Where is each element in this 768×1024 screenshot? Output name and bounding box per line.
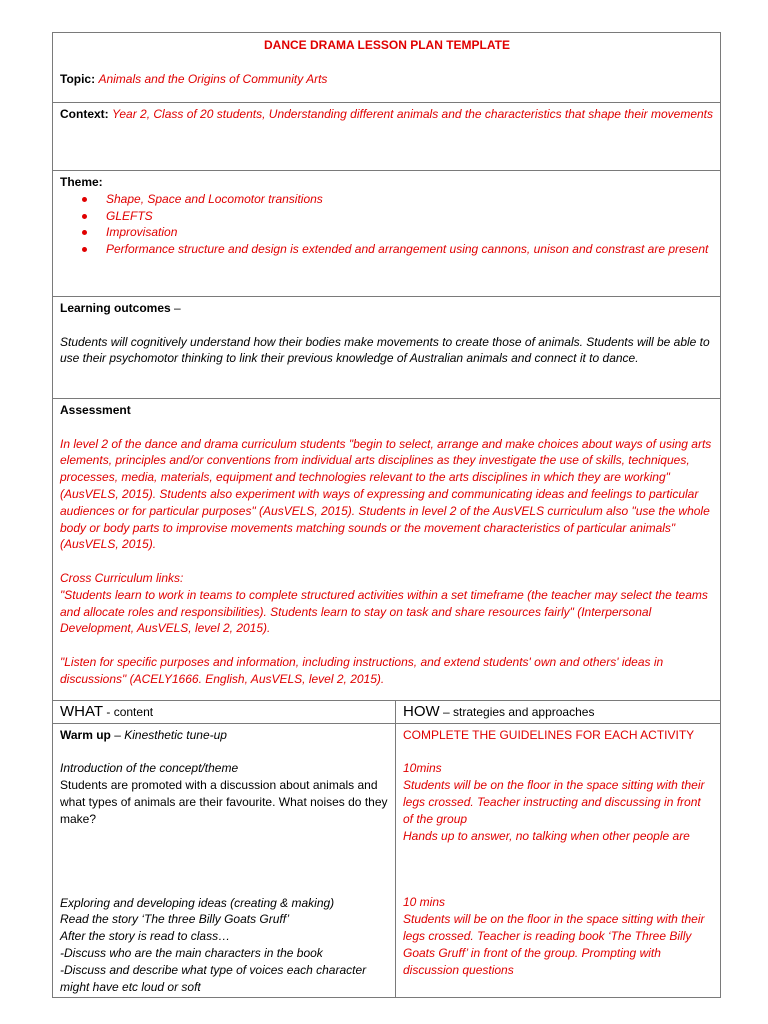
theme-item: Performance structure and design is extended and arrangement using cannons, unison and constrast are present: [106, 241, 714, 258]
theme-item: Shape, Space and Locomotor transitions: [106, 191, 714, 208]
bullet-icon: [82, 247, 87, 252]
context-label: Context:: [60, 107, 109, 121]
what-header: WHAT: [60, 703, 104, 720]
what-header-sub: - content: [103, 705, 154, 719]
assessment-row: [53, 399, 721, 701]
learning-outcomes-label: Learning outcomes: [60, 301, 171, 315]
context-cell: [53, 103, 721, 171]
theme-list: [60, 191, 714, 258]
explore-line: Read the story ‘The three Billy Goats Gruff’: [60, 912, 290, 927]
approach-text: Students will be on the floor in the space sitting with their legs crossed. Teacher instructing and discussing in front of the group: [403, 778, 705, 826]
guidelines-heading: COMPLETE THE GUIDELINES FOR EACH ACTIVITY: [403, 727, 695, 742]
time-label: 10mins: [403, 761, 442, 776]
header-row: [53, 33, 721, 103]
learning-outcomes-text: Students will cognitively understand how their bodies make movements to create those of animals. Students will be able to use their psychomotor thinking to link their previous knowledge of Australian animals and connect it to dance.: [60, 334, 710, 366]
approach-rule: Hands up to answer, no talking when other people are: [403, 828, 690, 843]
what-content-cell: [53, 723, 396, 998]
theme-item: GLEFTS: [106, 208, 714, 225]
assessment-label: Assessment: [60, 403, 131, 417]
topic-value: Animals and the Origins of Community Arts: [98, 71, 328, 86]
warmup-label: Warm up: [60, 727, 111, 742]
context-value: Year 2, Class of 20 students, Understanding different animals and the characteristics that shape their movements: [112, 107, 714, 121]
learning-outcomes-dash: –: [174, 301, 181, 315]
learning-outcomes-row: [53, 297, 721, 399]
intro-heading: Introduction of the concept/theme: [60, 761, 239, 776]
activities-row: [53, 723, 721, 998]
bullet-icon: [82, 230, 87, 235]
explore-line: -Discuss who are the main characters in the book: [60, 945, 323, 960]
warmup-dash: –: [110, 727, 125, 742]
theme-cell: [53, 171, 721, 297]
context-row: [53, 103, 721, 171]
what-header-cell: [53, 701, 396, 724]
topic-line: [60, 71, 714, 88]
theme-item: Improvisation: [106, 224, 714, 241]
document-title: DANCE DRAMA LESSON PLAN TEMPLATE: [264, 38, 510, 52]
explore-line: After the story is read to class…: [60, 929, 231, 944]
assessment-paragraph: In level 2 of the dance and drama curriculum students "begin to select, arrange and make choices about ways of using arts elements, principles and/or conventions from individual arts disciplines as they investigate the use of skills, techniques, processes, media, materials, equipment and technologies relevant to the arts disciplines in which they are working" (AusVELS, 2015). Students also experiment with ways of expressing and communicating ideas and feelings to particular audiences or for particular purposes" (AusVELS, 2015). Students in level 2 of the AusVELS curriculum also "use the whole body or body parts to improvise movements matching sounds or the movement characteristics of particular animals" (AusVELS, 2015).: [60, 436, 712, 552]
cross-curriculum-label: Cross Curriculum links:: [60, 570, 184, 585]
lesson-plan-document: [52, 32, 720, 998]
column-headers-row: [53, 701, 721, 724]
theme-row: [53, 171, 721, 297]
how-header: HOW: [403, 703, 440, 720]
bullet-icon: [82, 214, 87, 219]
lesson-plan-table: [52, 32, 721, 998]
explore-line: -Discuss and describe what type of voices each character might have etc loud or soft: [60, 962, 367, 994]
bullet-icon: [82, 197, 87, 202]
intro-text: Students are promoted with a discussion about animals and what types of animals are their favourite. What noises do they make?: [60, 778, 388, 826]
time-label: 10 mins: [403, 895, 446, 910]
explore-heading: Exploring and developing ideas (creating & making): [60, 895, 335, 910]
assessment-cell: [53, 399, 721, 701]
learning-outcomes-cell: [53, 297, 721, 399]
warmup-value: Kinesthetic tune-up: [124, 727, 227, 742]
how-header-cell: [396, 701, 721, 724]
cross-curriculum-paragraph-english: "Listen for specific purposes and information, including instructions, and extend students' own and others' ideas in discussions" (ACELY1666. English, AusVELS, level 2, 2015).: [60, 654, 664, 686]
topic-label: Topic:: [60, 71, 96, 86]
how-header-sub: – strategies and approaches: [439, 705, 595, 719]
how-content-cell: [396, 723, 721, 998]
cross-curriculum-paragraph: "Students learn to work in teams to complete structured activities within a set timeframe (the teacher may select the teams and allocate roles and responsibilities). Students learn to stay on task and share resources fairly" (Interpersonal Development, AusVELS, level 2, 2015).: [60, 587, 708, 636]
approach-text: Students will be on the floor in the space sitting with their legs crossed. Teacher is reading book ‘The Three Billy Goats Gruff’ in front of the group. Prompting with discussion questions: [403, 912, 705, 977]
theme-label: Theme:: [60, 175, 103, 189]
header-cell: [53, 33, 721, 103]
